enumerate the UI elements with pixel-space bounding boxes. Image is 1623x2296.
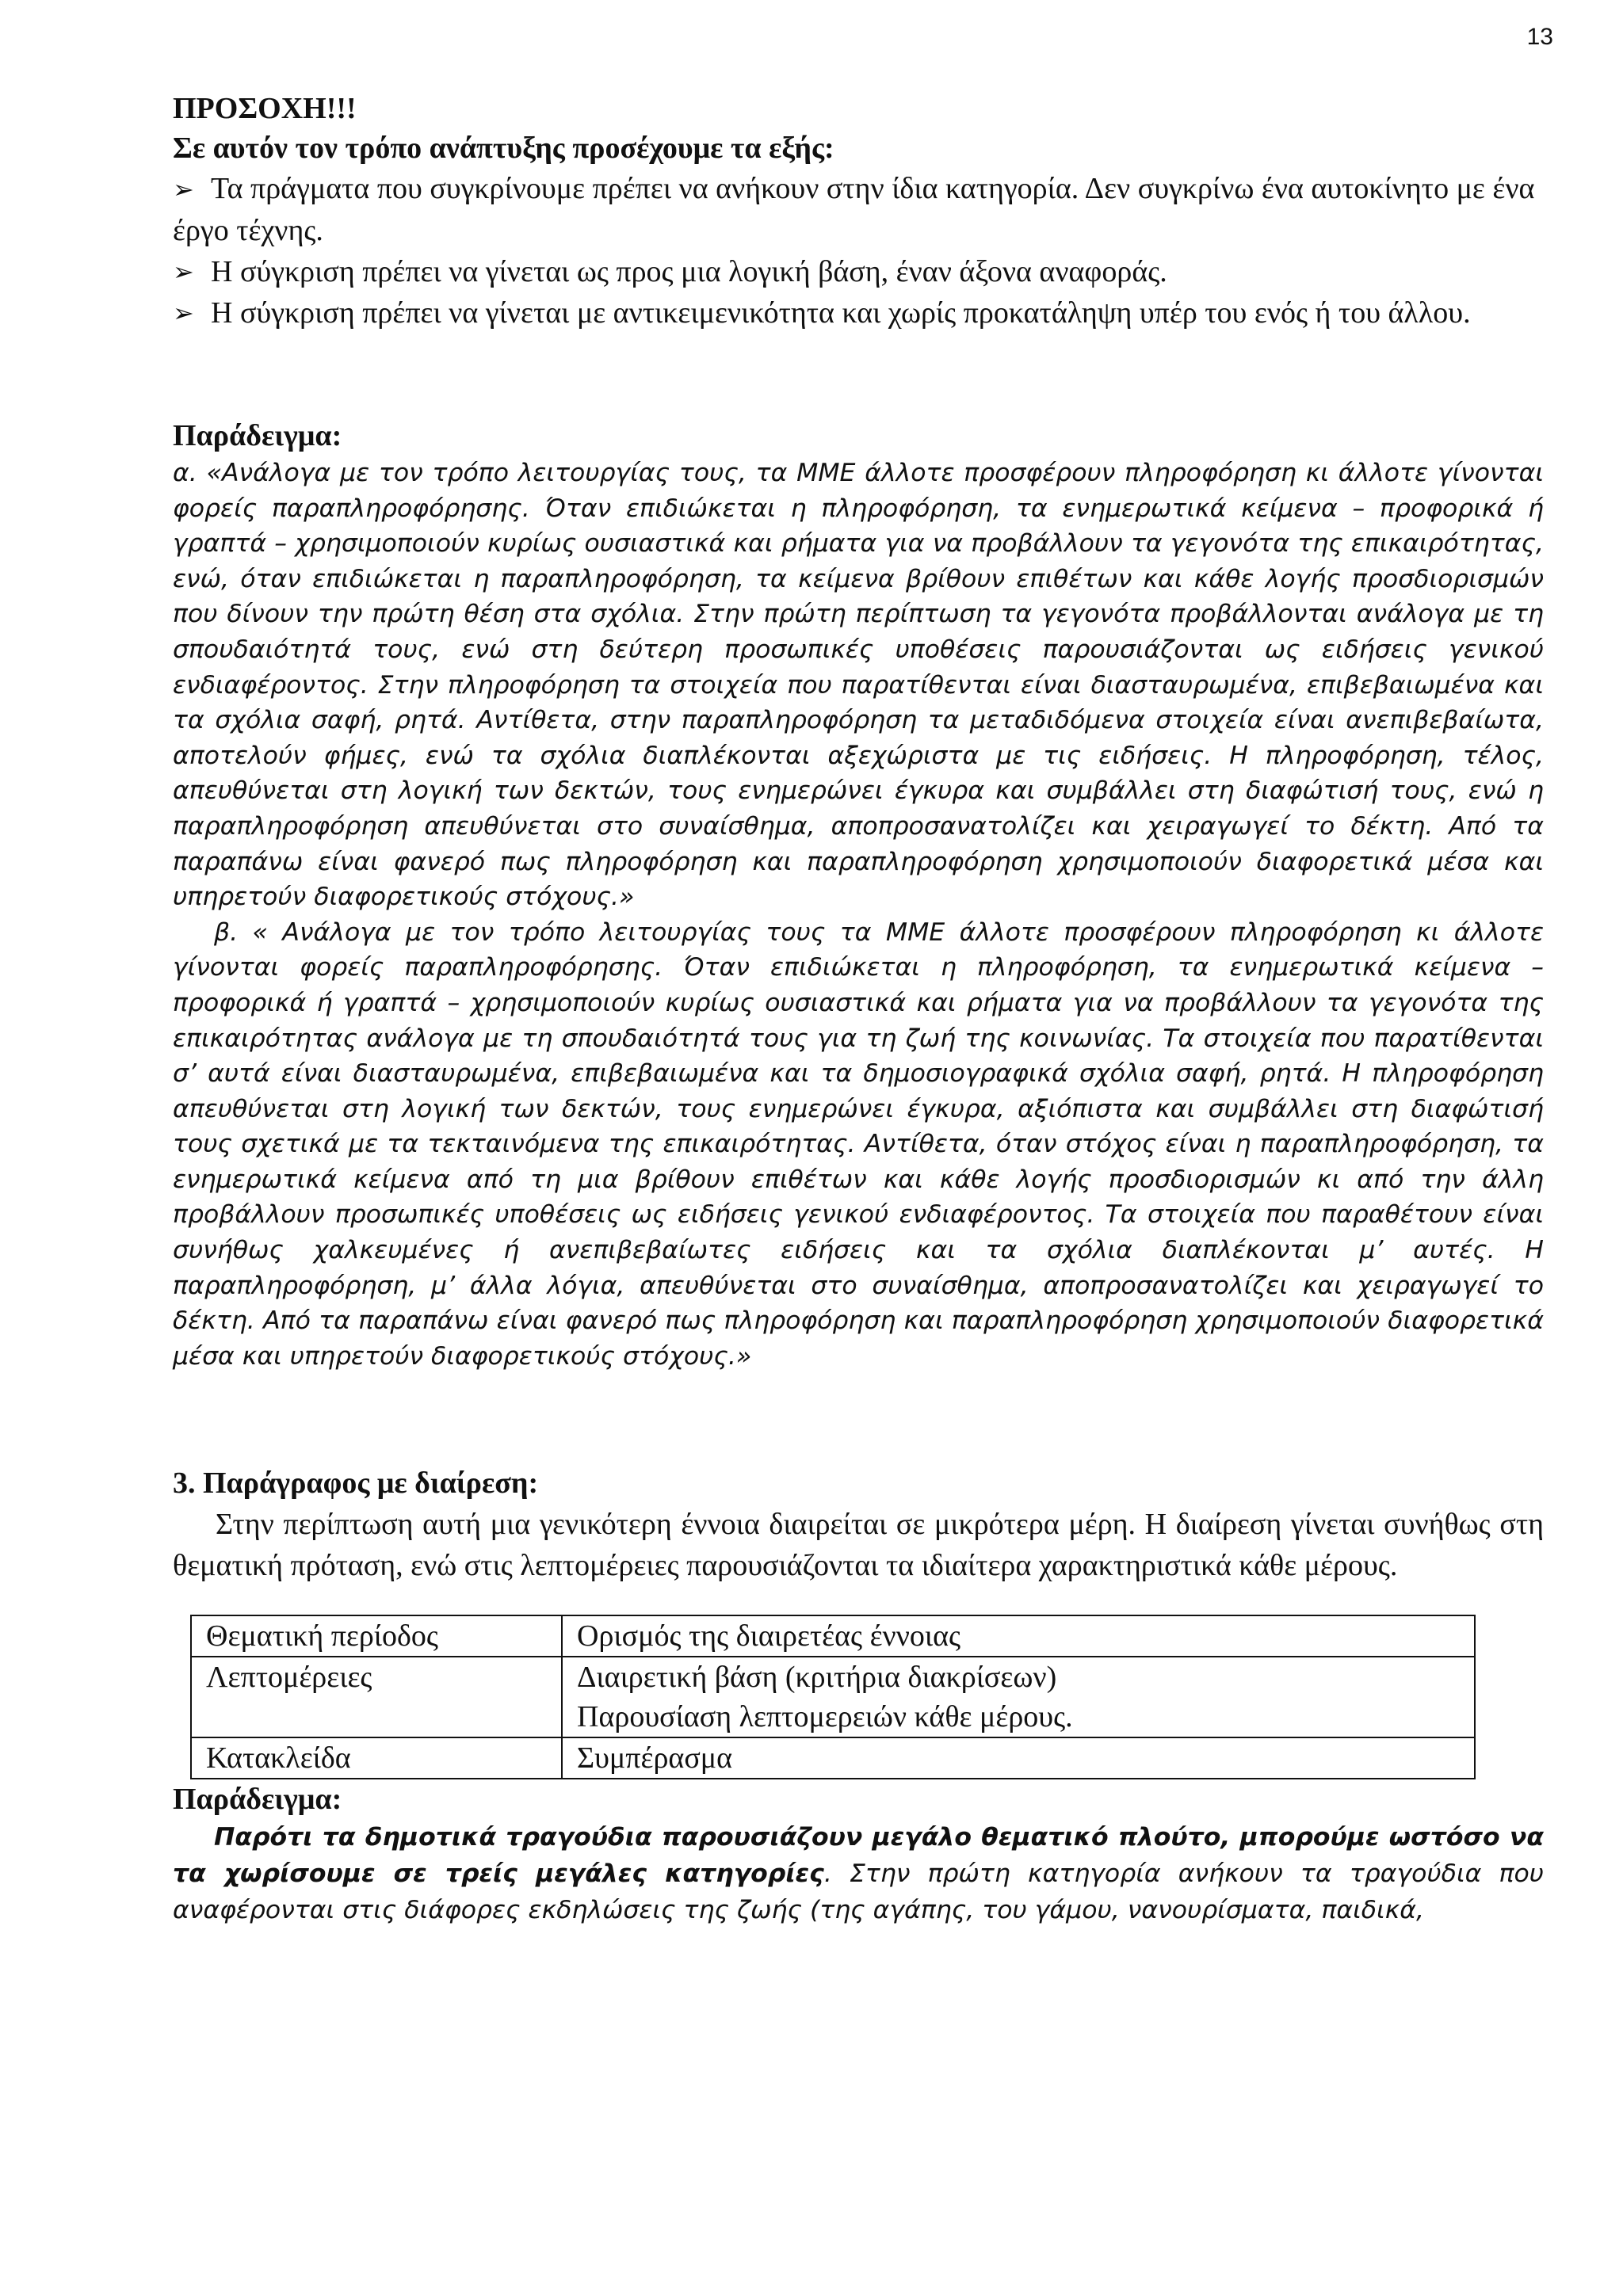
division-table xyxy=(190,1615,1476,1779)
page-number: 13 xyxy=(1526,24,1553,50)
arrowhead-bullet-icon: ➢ xyxy=(173,175,194,204)
bullet-text: Τα πράγματα που συγκρίνουμε πρέπει να ανήκουν στην ίδια κατηγορία. Δεν συγκρίνω ένα αυτοκίνητο με ένα έργο τέχνης. xyxy=(173,172,1535,247)
example-rest-text: . Στην πρώτη κατηγορία ανήκουν τα τραγούδια που αναφέρονται στις διάφορες εκδηλώσεις της ζωής (της αγάπης, του γάμου, νανουρίσματα, παιδικά, xyxy=(173,1859,1544,1925)
list-item xyxy=(173,251,1544,292)
attention-bullet-list xyxy=(173,168,1544,334)
arrowhead-bullet-icon: ➢ xyxy=(173,257,194,286)
example-paragraph-b: β. « Ανάλογα με τον τρόπο λειτουργίας τους τα ΜΜΕ άλλοτε προσφέρουν πληροφόρηση κι άλλοτε γίνονται φορείς παραπληροφόρησης. Όταν επιδιώκεται η πληροφόρηση, τα ενημερωτικά κείμενα – προφορικά ή γραπτά – χρησιμοποιούν κυρίως ουσιαστικά και ρήματα για να προβάλλουν τα γεγονότα της επικαιρότητας ανάλογα με τη σπουδαιότητά τους για τη ζωή της κοινωνίας. Τα στοιχεία που παρατίθενται σ’ αυτά είναι διασταυρωμένα, επιβεβαιωμένα και τα δημοσιογραφικά σχόλια σαφή, ρητά. Η πληροφόρηση απευθύνεται στη λογική των δεκτών, τους ενημερώνει έγκυρα, αξιόπιστα και συμβάλλει στη διαφώτισή τους σχετικά με τα τεκταινόμενα της επικαιρότητας. Αντίθετα, όταν στόχος είναι η παραπληροφόρηση, τα ενημερωτικά κείμενα από τη μια βρίθουν επιθέτων και κάθε λογής προσδιορισμών κι από την άλλη προβάλλουν προσωπικές υποθέσεις ως ειδήσεις γενικού ενδιαφέροντος. Τα στοιχεία που παραθέτουν είναι συνήθως χαλκευμένες ή ανεπιβεβαίωτες ειδήσεις και τα σχόλια διαπλέκονται μ’ αυτές. Η παραπληροφόρηση, μ’ άλλα λόγια, απευθύνεται στο συναίσθημα, αποπροσανατολίζει και χειραγωγεί το δέκτη. Από τα παραπάνω είναι φανερό πως πληροφόρηση και παραπληροφόρηση χρησιμοποιούν διαφορετικά μέσα και υπηρετούν διαφορετικούς στόχους.» xyxy=(173,917,1544,1371)
table-cell xyxy=(562,1737,1475,1779)
cell-line: Διαιρετική βάση (κριτήρια διακρίσεων) xyxy=(577,1661,1057,1695)
table-row xyxy=(191,1737,1475,1779)
table-cell xyxy=(562,1615,1475,1657)
example-paragraph-a: α. «Ανάλογα με τον τρόπο λειτουργίας τους, τα ΜΜΕ άλλοτε προσφέρουν πληροφόρηση κι άλλοτε γίνονται φορείς παραπληροφόρησης. Όταν επιδιώκεται η πληροφόρηση, τα ενημερωτικά κείμενα – προφορικά ή γραπτά – χρησιμοποιούν κυρίως ουσιαστικά και ρήματα για να προβάλλουν τα γεγονότα της επικαιρότητας, ενώ, όταν επιδιώκεται η παραπληροφόρηση, τα κείμενα βρίθουν επιθέτων και κάθε λογής προσδιορισμών που δίνουν την πρώτη θέση στα σχόλια. Στην πρώτη περίπτωση τα γεγονότα προβάλλονται ανάλογα με τη σπουδαιότητά τους, ενώ στη δεύτερη προσωπικές υποθέσεις παρουσιάζονται ως ειδήσεις γενικού ενδιαφέροντος. Στην πληροφόρηση τα στοιχεία που παρατίθενται είναι διασταυρωμένα, επιβεβαιωμένα και τα σχόλια σαφή, ρητά. Αντίθετα, στην παραπληροφόρηση τα μεταδιδόμενα στοιχεία είναι ανεπιβεβαίωτα, αποτελούν φήμες, ενώ τα σχόλια διαπλέκονται αξεχώριστα με τις ειδήσεις. Η πληροφόρηση, τέλος, απευθύνεται στη λογική των δεκτών, τους ενημερώνει έγκυρα και συμβάλλει στη διαφώτισή τους, ενώ η παραπληροφόρηση απευθύνεται στο συναίσθημα, αποπροσανατολίζει και χειραγωγεί το δέκτη. Από τα παραπάνω είναι φανερό πως πληροφόρηση και παραπληροφόρηση χρησιμοποιούν διαφορετικά μέσα και υπηρετούν διαφορετικούς στόχους.» xyxy=(173,459,1544,912)
list-item xyxy=(173,168,1544,251)
table-row xyxy=(191,1657,1475,1737)
example-heading-2: Παράδειγμα: xyxy=(173,1783,342,1817)
list-item xyxy=(173,292,1544,334)
example-paragraph-3 xyxy=(173,1819,1544,1928)
bullet-text: Η σύγκριση πρέπει να γίνεται ως προς μια λογική βάση, έναν άξονα αναφοράς. xyxy=(211,255,1167,288)
cell-line: Ορισμός της διαιρετέας έννοιας xyxy=(577,1619,961,1653)
table-row xyxy=(191,1615,1475,1657)
table-cell: Θεματική περίοδος xyxy=(191,1615,562,1657)
bullet-text: Η σύγκριση πρέπει να γίνεται με αντικειμενικότητα και χωρίς προκατάληψη υπέρ του ενός ή του άλλου. xyxy=(211,296,1471,330)
table-cell xyxy=(562,1657,1475,1737)
page-content xyxy=(173,89,1544,1928)
cell-line: Παρουσίαση λεπτομερειών κάθε μέρους. xyxy=(577,1700,1073,1734)
attention-title: ΠΡΟΣΟΧΗ!!! xyxy=(173,92,357,125)
attention-subtitle: Σε αυτόν τον τρόπο ανάπτυξης προσέχουμε τα εξής: xyxy=(173,132,834,165)
example-heading: Παράδειγμα: xyxy=(173,419,342,452)
section-heading: 3. Παράγραφος με διαίρεση: xyxy=(173,1466,539,1501)
example-bold-text: Παρότι τα δημοτικά τραγούδια παρουσιάζουν μεγάλο θεματικό πλούτο, μπορούμε ωστόσο να τα χωρίσουμε σε τρείς μεγάλες κατηγορίες xyxy=(173,1823,1544,1889)
table-cell: Λεπτομέρειες xyxy=(191,1657,562,1737)
arrowhead-bullet-icon: ➢ xyxy=(173,299,194,327)
cell-line: Συμπέρασμα xyxy=(577,1741,733,1775)
table-cell: Κατακλείδα xyxy=(191,1737,562,1779)
section-body: Στην περίπτωση αυτή μια γενικότερη έννοια διαιρείται σε μικρότερα μέρη. Η διαίρεση γίνεται συνήθως στη θεματική πρόταση, ενώ στις λεπτομέρειες παρουσιάζονται τα ιδιαίτερα χαρακτηριστικά κάθε μέρους. xyxy=(173,1508,1544,1583)
